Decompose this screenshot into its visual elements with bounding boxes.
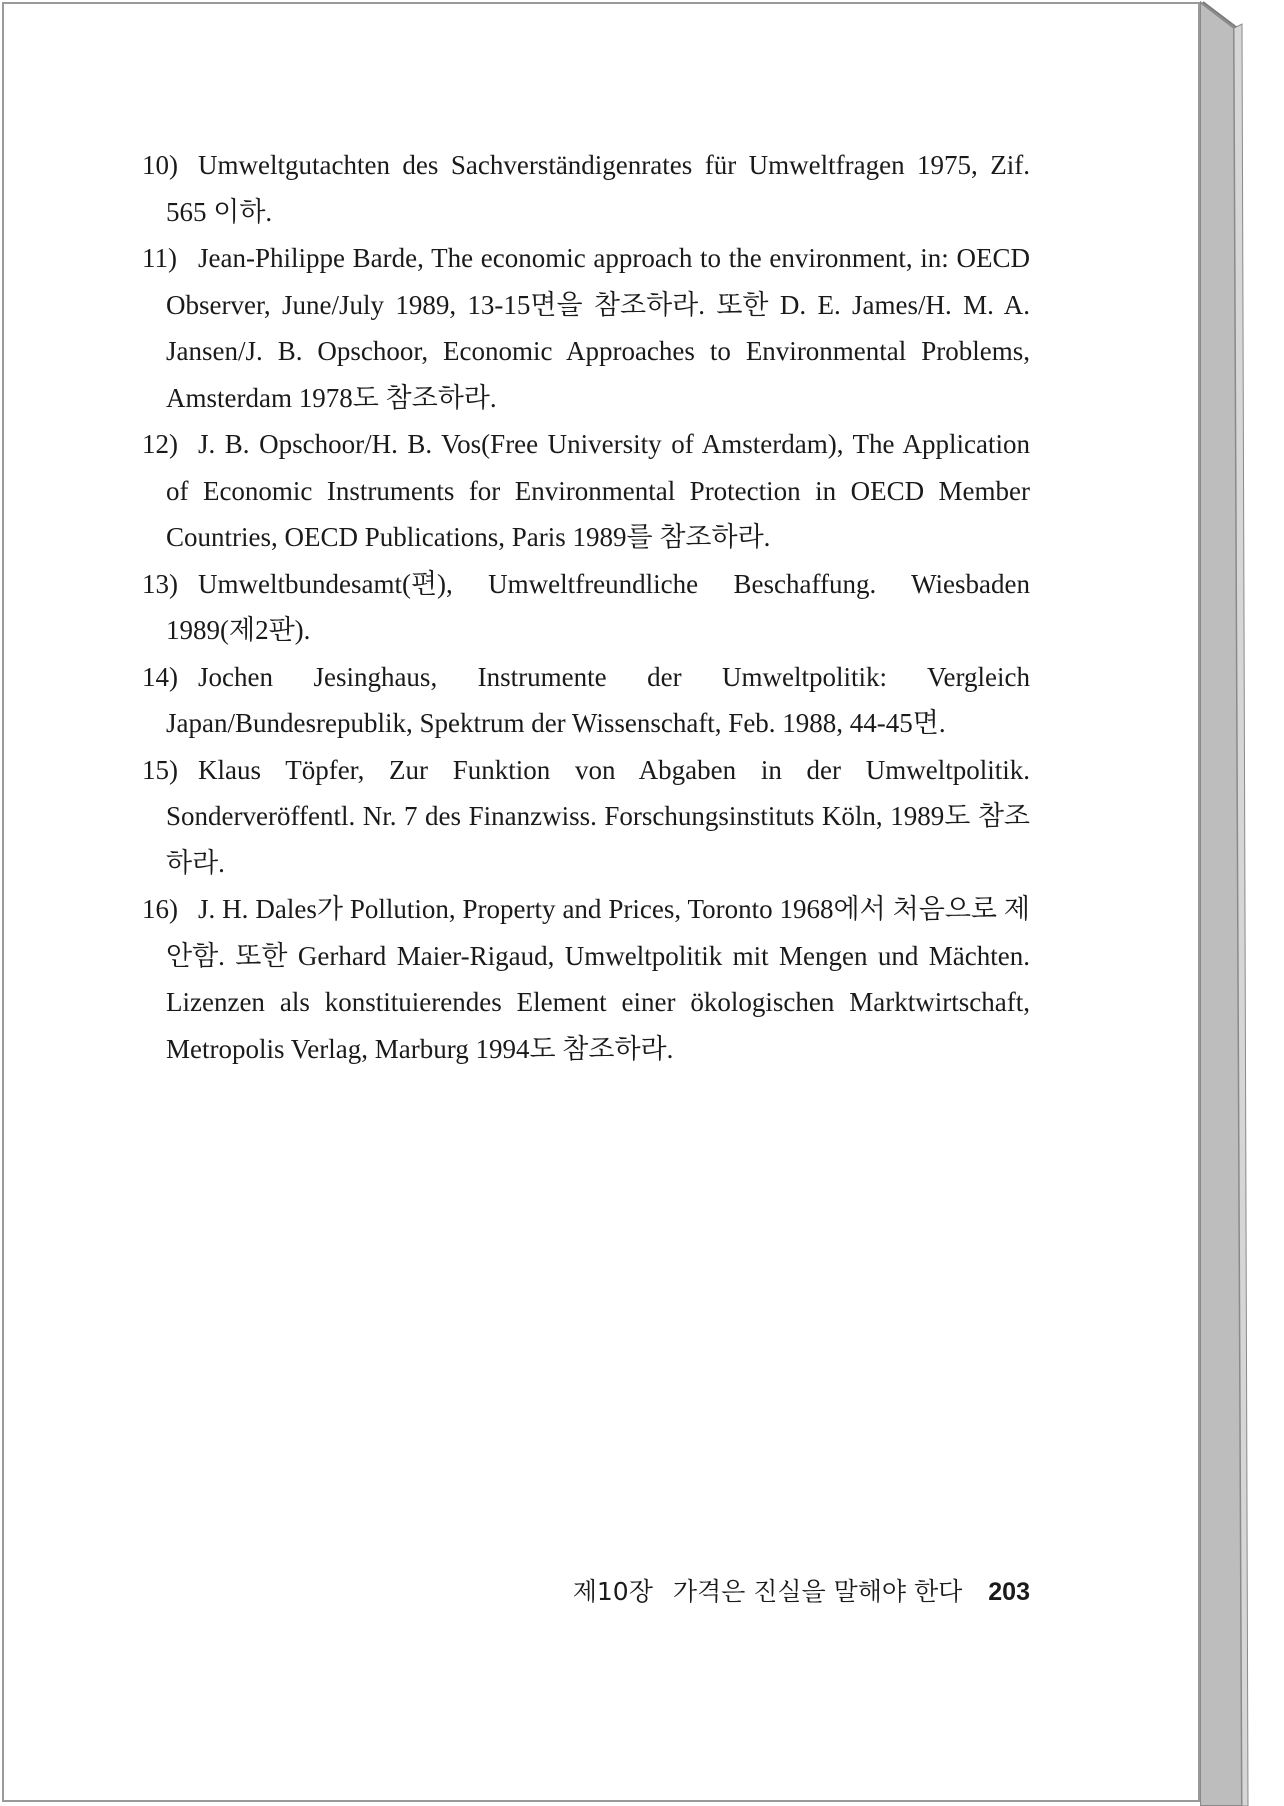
footnote-text: Klaus Töpfer, Zur Funktion von Abgaben in der Umweltpolitik. Sonderveröffentl. Nr. 7 des Finanzwiss. Forschungsinstituts Köln, 1989도 참조하라. <box>166 754 1030 878</box>
footnote-16 <box>142 886 1030 1072</box>
footnotes-list <box>142 142 1030 1072</box>
page-stack-edge <box>1200 0 1284 1806</box>
footnote-10 <box>142 142 1030 235</box>
footnote-13 <box>142 561 1030 654</box>
footnote-number: 11) <box>142 243 177 273</box>
footnote-number: 14) <box>142 661 178 692</box>
page-footer <box>560 1572 1030 1608</box>
footnote-text: Umweltbundesamt(편), Umweltfreundliche Beschaffung. Wiesbaden 1989(제2판). <box>166 568 1030 645</box>
page-number: 203 <box>988 1578 1030 1606</box>
footnote-11 <box>142 235 1030 421</box>
footnote-text: J. B. Opschoor/H. B. Vos(Free University of Amsterdam), The Application of Economic Instruments for Environmental Protection in OECD Member Countries, OECD Publications, Paris 1989를 참조하라. <box>166 429 1030 552</box>
footnote-12 <box>142 421 1030 561</box>
chapter-label: 제10장 <box>572 1577 653 1606</box>
footnote-text: Umweltgutachten des Sachverständigenrates für Umweltfragen 1975, Zif. 565 이하. <box>166 150 1030 227</box>
chapter-title: 가격은 진실을 말해야 한다 <box>672 1577 963 1606</box>
footnote-number: 15) <box>142 754 178 785</box>
footnote-text: Jean-Philippe Barde, The economic approach to the environment, in: OECD Observer, June/July 1989, 13-15면을 참조하라. 또한 D. E. James/H. M. A. Jansen/J. B. Opschoor, Economic Approaches to Environmental Problems, Amsterdam 1978도 참조하라. <box>166 243 1030 413</box>
footnote-text: J. H. Dales가 Pollution, Property and Prices, Toronto 1968에서 처음으로 제안함. 또한 Gerhard Maier-Rigaud, Umweltpolitik mit Mengen und Mächten. Lizenzen als konstituierendes Element einer ökologischen Marktwirtschaft, Metropolis Verlag, Marburg 1994도 참조하라. <box>166 894 1030 1064</box>
footnote-number: 12) <box>142 429 178 459</box>
footnote-14 <box>142 654 1030 747</box>
footnote-number: 10) <box>142 150 178 180</box>
footnote-number: 13) <box>142 568 178 599</box>
footnote-15 <box>142 747 1030 887</box>
footnote-number: 16) <box>142 894 178 924</box>
footnote-text: Jochen Jesinghaus, Instrumente der Umweltpolitik: Vergleich Japan/Bundesrepublik, Spektrum der Wissenschaft, Feb. 1988, 44-45면. <box>166 661 1030 738</box>
